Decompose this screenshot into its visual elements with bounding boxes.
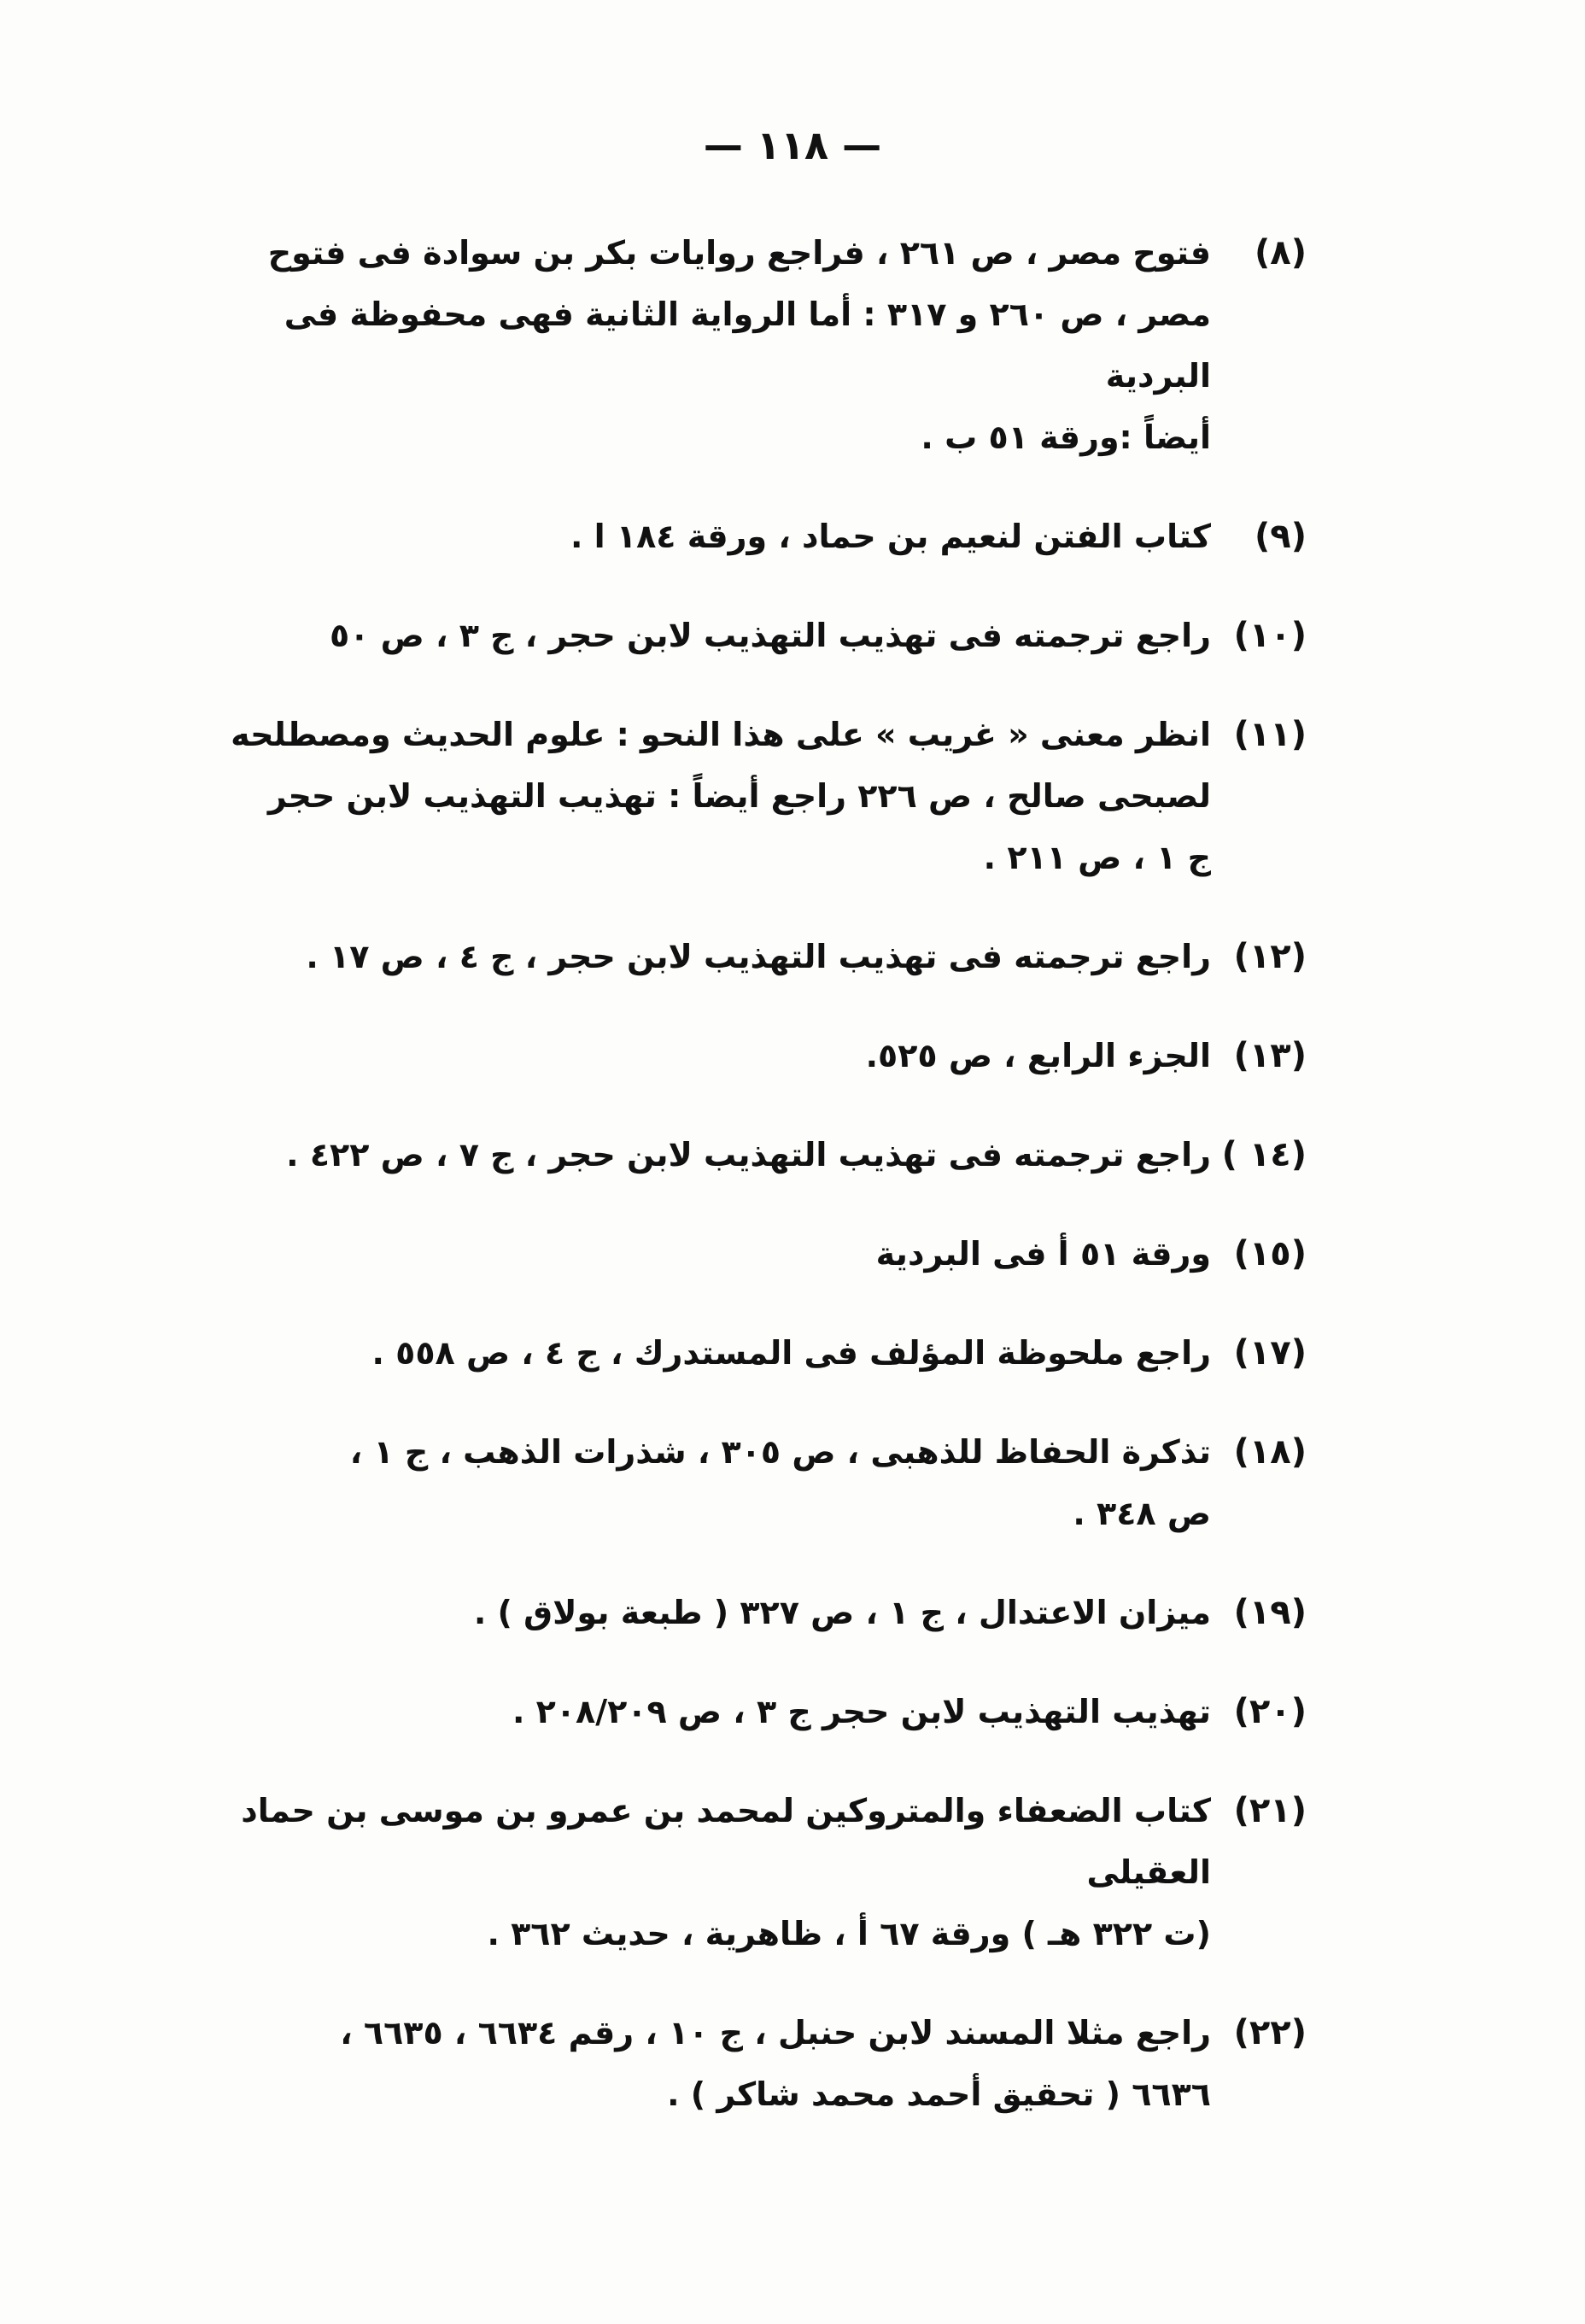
footnotes xyxy=(220,222,1307,2125)
footnote-number: (٢٠) xyxy=(1233,1692,1307,1731)
footnote-14 xyxy=(220,1124,1307,1185)
footnote-number: (٢١) xyxy=(1233,1791,1307,1830)
footnote-number: (١٤ ) xyxy=(1221,1135,1307,1174)
footnote-17 xyxy=(220,1322,1307,1384)
footnote-20 xyxy=(220,1681,1307,1742)
footnote-number: (١٩) xyxy=(1233,1593,1307,1632)
footnote-10 xyxy=(220,605,1307,666)
footnote-line: تهذيب التهذيب لابن حجر ج ٣ ، ص ٢٠٨/٢٠٩ . xyxy=(512,1693,1211,1730)
footnote-number: (١٨) xyxy=(1233,1432,1307,1472)
page-number: — ١١٨ — xyxy=(703,122,882,168)
footnote-number: (١٢) xyxy=(1233,937,1307,976)
footnote-line: راجع ترجمته فى تهذيب التهذيب لابن حجر ، ج ٣ ، ص ٥٠ xyxy=(330,617,1211,654)
footnote-number: (١٠) xyxy=(1233,616,1307,655)
footnote-19 xyxy=(220,1582,1307,1643)
footnote-13 xyxy=(220,1025,1307,1086)
footnote-line: راجع ملحوظة المؤلف فى المستدرك ، ج ٤ ، ص ٥٥٨ . xyxy=(371,1334,1211,1372)
footnote-line: فتوح مصر ، ص ٢٦١ ، فراجع روايات بكر بن سوادة فى فتوح xyxy=(267,234,1211,272)
footnote-line: كتاب الضعفاء والمتروكين لمحمد بن عمرو بن موسى بن حماد العقيلى xyxy=(241,1792,1211,1891)
footnote-line: أيضاً :ورقة ٥١ ب . xyxy=(921,419,1211,456)
footnote-number: (١٣) xyxy=(1233,1036,1307,1075)
footnote-line: (ت ٣٢٢ هـ ) ورقة ٦٧ أ ، ظاهرية ، حديث ٣٦٢ . xyxy=(487,1915,1211,1952)
footnote-line: راجع مثلا المسند لابن حنبل ، ج ١٠ ، رقم ٦٦٣٤ ، ٦٦٣٥ ، xyxy=(340,2014,1211,2052)
footnote-line: كتاب الفتن لنعيم بن حماد ، ورقة ١٨٤ ا . xyxy=(570,518,1211,555)
footnote-18 xyxy=(220,1421,1307,1544)
footnote-line: ورقة ٥١ أ فى البردية xyxy=(875,1235,1211,1273)
footnote-number: (١١) xyxy=(1233,715,1307,754)
footnote-line: تذكرة الحفاظ للذهبى ، ص ٣٠٥ ، شذرات الذهب ، ج ١ ، xyxy=(349,1433,1211,1471)
footnote-line: الجزء الرابع ، ص ٥٢٥. xyxy=(865,1037,1211,1074)
footnote-line: راجع ترجمته فى تهذيب التهذيب لابن حجر ، ج ٧ ، ص ٤٢٢ . xyxy=(286,1136,1211,1174)
footnote-number: (٢٢) xyxy=(1233,2013,1307,2052)
footnote-12 xyxy=(220,926,1307,987)
footnote-line: لصبحى صالح ، ص ٢٢٦ راجع أيضاً : تهذيب التهذيب لابن حجر xyxy=(267,777,1211,815)
footnote-line: انظر معنى « غريب » على هذا النحو : علوم الحديث ومصطلحه xyxy=(231,716,1211,753)
footnote-line: ٦٦٣٦ ( تحقيق أحمد محمد شاكر ) . xyxy=(667,2075,1211,2113)
footnote-8 xyxy=(220,222,1307,468)
footnote-line: ميزان الاعتدال ، ج ١ ، ص ٣٢٧ ( طبعة بولاق ) . xyxy=(473,1594,1211,1631)
footnote-number: (١٥) xyxy=(1233,1234,1307,1273)
footnote-9 xyxy=(220,506,1307,567)
footnote-15 xyxy=(220,1223,1307,1285)
footnote-line: مصر ، ص ٢٦٠ و ٣١٧ : أما الرواية الثانية فهى محفوظة فى البردية xyxy=(284,296,1211,395)
footnote-line: راجع ترجمته فى تهذيب التهذيب لابن حجر ، ج ٤ ، ص ١٧ . xyxy=(306,938,1211,975)
footnote-number: (٩) xyxy=(1255,517,1307,556)
footnote-11 xyxy=(220,704,1307,888)
footnote-21 xyxy=(220,1780,1307,1964)
footnote-line: ص ٣٤٨ . xyxy=(1073,1495,1211,1532)
footnote-number: (١٧) xyxy=(1233,1333,1307,1373)
footnote-number: (٨) xyxy=(1255,233,1307,272)
footnote-line: ج ١ ، ص ٢١١ . xyxy=(983,839,1211,876)
footnote-22 xyxy=(220,2002,1307,2125)
